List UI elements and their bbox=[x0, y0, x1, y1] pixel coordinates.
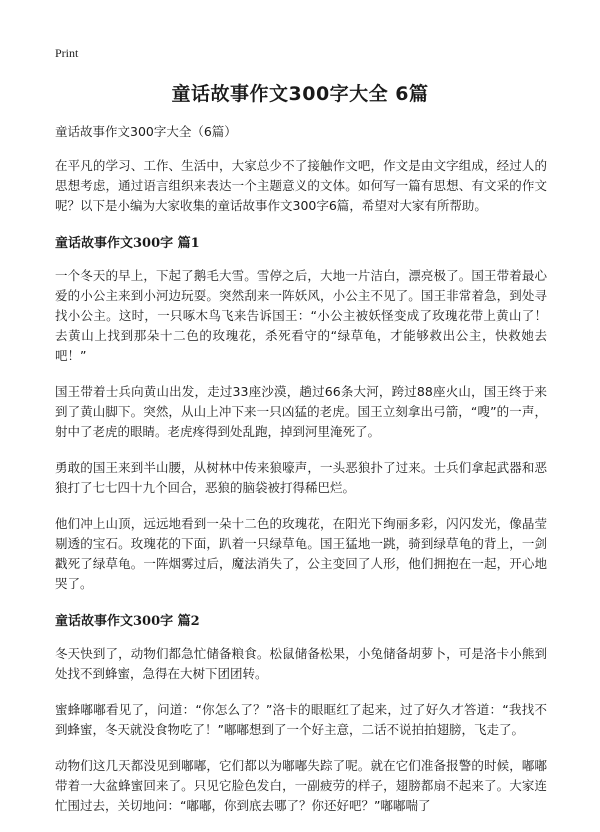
intro-paragraph: 在平凡的学习、工作、生活中，大家总少不了接触作文吧，作文是由文字组成，经过人的思想考虑，通过语言组织来表达一个主题意义的文体。如何写一篇有思想、有文采的作文呢？以下是小编为大家收集的童话故事作文300字6篇，希望对大家有所帮助。 bbox=[55, 158, 547, 213]
section-1-paragraph: 一个冬天的早上，下起了鹅毛大雪。雪停之后，大地一片洁白，漂亮极了。国王带着最心爱的小公主来到小河边玩耍。突然刮来一阵妖风，小公主不见了。国王非常着急，到处寻找小公主。这时，一只啄木鸟飞来告诉国王：“小公主被妖怪变成了玫瑰花带上黄山了！去黄山上找到那朵十二色的玫瑰花，杀死看守的“绿草龟，才能够救出公主，快救她去吧！” bbox=[55, 268, 547, 363]
article-subtitle: 童话故事作文300字大全（6篇） bbox=[55, 124, 237, 139]
page-title: 童话故事作文300字大全 6篇 bbox=[171, 83, 429, 105]
article-body bbox=[55, 122, 547, 832]
section-1-paragraph: 勇敢的国王来到半山腰，从树林中传来狼嚎声，一头恶狼扑了过来。士兵们拿起武器和恶狼打了七七四十九个回合，恶狼的脑袋被打得稀巴烂。 bbox=[55, 460, 547, 495]
section-heading-1: 童话故事作文300字 篇1 bbox=[55, 236, 200, 251]
section-2-paragraph: 蜜蜂嘟嘟看见了，问道：“你怎么了？”洛卡的眼眶红了起来，过了好久才答道：“我找不到蜂蜜，冬天就没食物吃了！”嘟嘟想到了一个好主意，二话不说拍拍翅膀，飞走了。 bbox=[55, 702, 547, 737]
section-1-paragraph: 他们冲上山顶，远远地看到一朵十二色的玫瑰花，在阳光下绚丽多彩，闪闪发光，像晶莹剔透的宝石。玫瑰花的下面，趴着一只绿草龟。国王猛地一跳，骑到绿草龟的背上，一剑戳死了绿草龟。一阵烟雾过后，魔法消失了，公主变回了人形，他们拥抱在一起，开心地哭了。 bbox=[55, 516, 547, 591]
section-2-paragraph: 冬天快到了，动物们都急忙储备粮食。松鼠储备松果，小兔储备胡萝卜，可是洛卡小熊到处找不到蜂蜜，急得在大树下团团转。 bbox=[55, 646, 547, 681]
print-label[interactable]: Print bbox=[55, 46, 79, 60]
section-1-paragraph: 国王带着士兵向黄山出发，走过33座沙漠，趟过66条大河，跨过88座火山，国王终于来到了黄山脚下。突然，从山上冲下来一只凶猛的老虎。国王立刻拿出弓箭，“嗖”的一声，射中了老虎的眼睛。老虎疼得到处乱跑，掉到河里淹死了。 bbox=[55, 384, 547, 439]
section-heading-2: 童话故事作文300字 篇2 bbox=[55, 614, 200, 629]
section-2-paragraph: 动物们这几天都没见到嘟嘟，它们都以为嘟嘟失踪了呢。就在它们准备报警的时候，嘟嘟带着一大盆蜂蜜回来了。只见它脸色发白，一副疲劳的样子，翅膀都扇不起来了。大家连忙围过去，关切地问：“嘟嘟，你到底去哪了？你还好吧？”嘟嘟喘了 bbox=[55, 758, 547, 813]
